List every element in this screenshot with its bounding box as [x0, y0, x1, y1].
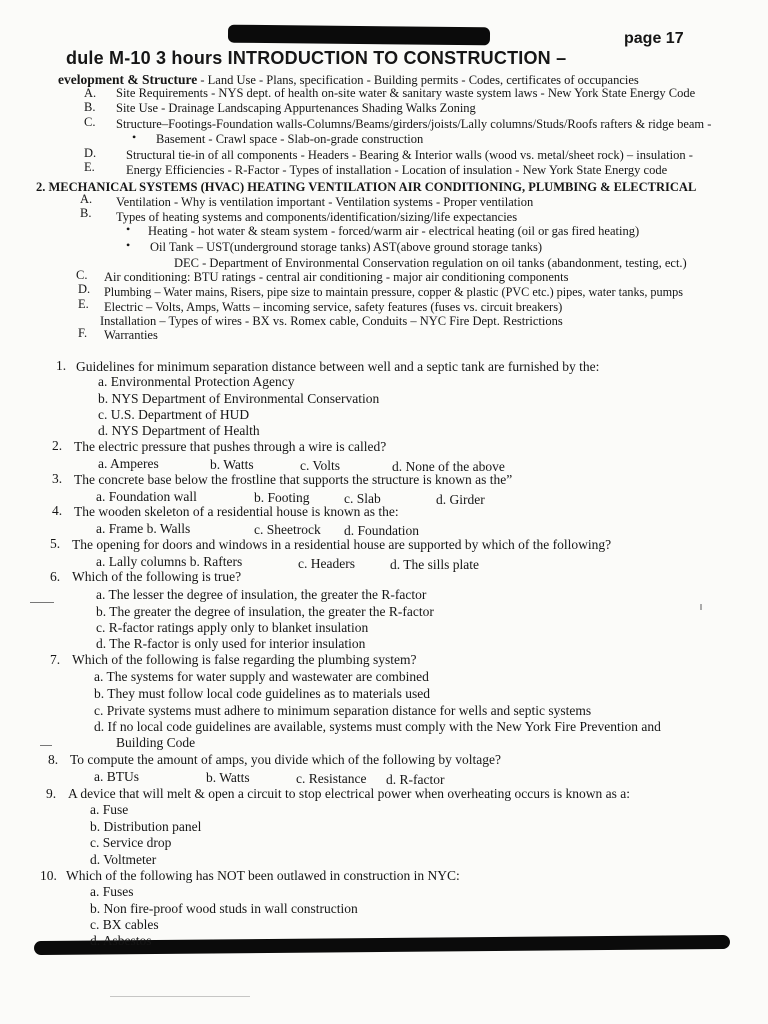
development-heading: evelopment & Structure — [58, 72, 198, 87]
outline-item-e: Energy Efficiencies - R-Factor - Types of installation - Location of insulation - New York State Energy code — [126, 163, 668, 177]
question-6-text: Which of the following is true? — [72, 569, 242, 584]
mech-item-oil-tank: Oil Tank – UST(underground storage tanks) AST(above ground storage tanks) — [150, 240, 542, 254]
question-9-option-b: b. Distribution panel — [90, 819, 202, 834]
question-7-option-d-continued: Building Code — [116, 735, 196, 750]
page-title: dule M-10 3 hours INTRODUCTION TO CONSTRUCTION – — [66, 48, 567, 68]
outline-item-a: Site Requirements - NYS dept. of health on-site water & sanitary waste system laws - New York State Energy Code — [116, 86, 696, 100]
question-10-option-b: b. Non fire-proof wood studs in wall construction — [90, 901, 358, 916]
question-9-option-a: a. Fuse — [90, 802, 129, 817]
question-6-option-c: c. R-factor ratings apply only to blanket insulation — [96, 620, 369, 635]
development-rest: - Land Use - Plans, specification - Building permits - Codes, certificates of occupancies — [197, 73, 639, 87]
page-number: page 17 — [624, 30, 684, 47]
outline-item-c: Structure–Footings-Foundation walls-Columns/Beams/girders/joists/Lally columns/Studs/Roofs rafters & ridge beam - — [116, 117, 712, 131]
question-1-text: Guidelines for minimum separation distance between well and a septic tank are furnished by the: — [76, 359, 600, 374]
question-2-option-d: d. None of the above — [392, 459, 505, 474]
mech-item-heating: Heating - hot water & steam system - forced/warm air - electrical heating (oil or gas fired heating) — [148, 224, 640, 238]
outline-label-b: B. — [84, 100, 96, 114]
mech-item-c: Air conditioning: BTU ratings - central air conditioning - major air conditioning components — [104, 270, 569, 284]
question-10-text: Which of the following has NOT been outlawed in construction in NYC: — [66, 868, 460, 883]
question-6-option-b: b. The greater the degree of insulation, the greater the R-factor — [96, 604, 434, 619]
mech-label-c: C. — [76, 268, 88, 282]
question-5-option-c: c. Headers — [298, 556, 355, 571]
question-8-option-b: b. Watts — [206, 770, 250, 785]
question-2-option-b: b. Watts — [210, 457, 254, 472]
question-9-option-c: c. Service drop — [90, 835, 172, 850]
question-1-option-c: c. U.S. Department of HUD — [98, 407, 250, 422]
question-10-option-c: c. BX cables — [90, 917, 159, 932]
question-3-option-b: b. Footing — [254, 490, 310, 505]
question-1-number: 1. — [56, 358, 67, 373]
question-7-option-b: b. They must follow local code guidelines as to materials used — [94, 686, 431, 701]
question-3-option-c: c. Slab — [344, 491, 381, 506]
question-6-option-d: d. The R-factor is only used for interior insulation — [96, 636, 366, 651]
outline-item-b: Site Use - Drainage Landscaping Appurtenances Shading Walks Zoning — [116, 101, 476, 115]
scan-speck — [700, 604, 702, 610]
question-10-option-a: a. Fuses — [90, 884, 134, 899]
redaction-top — [228, 25, 490, 46]
question-8-option-a: a. BTUs — [94, 769, 139, 784]
question-7-option-d: d. If no local code guidelines are available, systems must comply with the New York Fire Prevention and — [94, 719, 661, 734]
question-8-number: 8. — [48, 752, 59, 767]
question-9-text: A device that will melt & open a circuit to stop electrical power when overheating occurs is known as a: — [68, 786, 630, 801]
mech-label-e: E. — [78, 297, 89, 311]
question-5-option-a: a. Lally columns b. Rafters — [96, 554, 243, 569]
bullet-dot: • — [126, 222, 131, 236]
mech-item-b: Types of heating systems and components/identification/sizing/life expectancies — [116, 210, 518, 224]
question-4-option-c: c. Sheetrock — [254, 522, 321, 537]
mech-label-a: A. — [80, 192, 93, 206]
mech-item-f: Warranties — [104, 328, 158, 342]
question-3-option-d: d. Girder — [436, 492, 485, 507]
outline-item-d: Structural tie-in of all components - Headers - Bearing & Interior walls (wood vs. metal/sheet rock) – insulation - — [126, 148, 693, 162]
question-1-option-a: a. Environmental Protection Agency — [98, 374, 295, 389]
question-4-option-d: d. Foundation — [344, 523, 420, 538]
question-4-number: 4. — [52, 503, 63, 518]
question-7-option-a: a. The systems for water supply and wastewater are combined — [94, 669, 429, 684]
question-2-option-a: a. Amperes — [98, 456, 159, 471]
question-8-option-d: d. R-factor — [386, 772, 445, 787]
scan-speck — [30, 602, 54, 603]
bullet-dot: • — [132, 130, 137, 144]
question-5-option-d: d. The sills plate — [390, 557, 479, 572]
outline-label-e: E. — [84, 160, 95, 174]
question-6-option-a: a. The lesser the degree of insulation, the greater the R-factor — [96, 587, 427, 602]
outline-label-a: A. — [84, 86, 97, 100]
question-2-number: 2. — [52, 438, 63, 453]
mech-item-dec: DEC - Department of Environmental Conservation regulation on oil tanks (abandonment, testing, ect.) — [174, 256, 687, 270]
mech-label-b: B. — [80, 206, 92, 220]
mech-item-installation: Installation – Types of wires - BX vs. Romex cable, Conduits – NYC Fire Dept. Restrictions — [100, 314, 563, 328]
question-9-option-d: d. Voltmeter — [90, 852, 157, 867]
outline-label-d: D. — [84, 146, 97, 160]
question-7-text: Which of the following is false regarding the plumbing system? — [72, 652, 417, 667]
question-7-number: 7. — [50, 652, 61, 667]
question-3-text: The concrete base below the frostline that supports the structure is known as the” — [74, 472, 513, 487]
question-7-option-c: c. Private systems must adhere to minimum separation distance for wells and septic systems — [94, 703, 592, 718]
question-9-number: 9. — [46, 786, 57, 801]
question-1-option-b: b. NYS Department of Environmental Conservation — [98, 391, 380, 406]
outline-item-basement: Basement - Crawl space - Slab-on-grade construction — [156, 132, 424, 146]
question-5-text: The opening for doors and windows in a residential house are supported by which of the following? — [72, 537, 612, 552]
scan-speck — [110, 996, 250, 997]
mech-item-d: Plumbing – Water mains, Risers, pipe size to maintain pressure, copper & plastic (PVC etc.) pipes, water tanks, pumps — [104, 285, 683, 299]
mech-item-e: Electric – Volts, Amps, Watts – incoming service, safety features (fuses vs. circuit breakers) — [104, 300, 563, 314]
mech-label-d: D. — [78, 282, 91, 296]
question-4-text: The wooden skeleton of a residential house is known as the: — [74, 504, 399, 519]
bullet-dot: • — [126, 238, 131, 252]
question-2-option-c: c. Volts — [300, 458, 341, 473]
question-3-number: 3. — [52, 471, 63, 486]
question-8-option-c: c. Resistance — [296, 771, 367, 786]
question-8-text: To compute the amount of amps, you divide which of the following by voltage? — [70, 752, 501, 767]
question-10-number: 10. — [40, 868, 57, 883]
outline-label-c: C. — [84, 115, 96, 129]
mechanical-heading: 2. MECHANICAL SYSTEMS (HVAC) HEATING VENTILATION AIR CONDITIONING, PLUMBING & ELECTRICAL — [36, 180, 697, 194]
scan-speck — [40, 745, 52, 746]
question-1-option-d: d. NYS Department of Health — [98, 423, 260, 438]
question-2-text: The electric pressure that pushes through a wire is called? — [74, 439, 387, 454]
mech-label-f: F. — [78, 326, 88, 340]
mech-item-a: Ventilation - Why is ventilation important - Ventilation systems - Proper ventilation — [116, 195, 534, 209]
question-3-option-a: a. Foundation wall — [96, 489, 197, 504]
question-5-number: 5. — [50, 536, 61, 551]
question-10-option-d: d. Asbestos — [90, 933, 152, 948]
question-6-number: 6. — [50, 569, 61, 584]
question-4-option-a: a. Frame b. Walls — [96, 521, 191, 536]
